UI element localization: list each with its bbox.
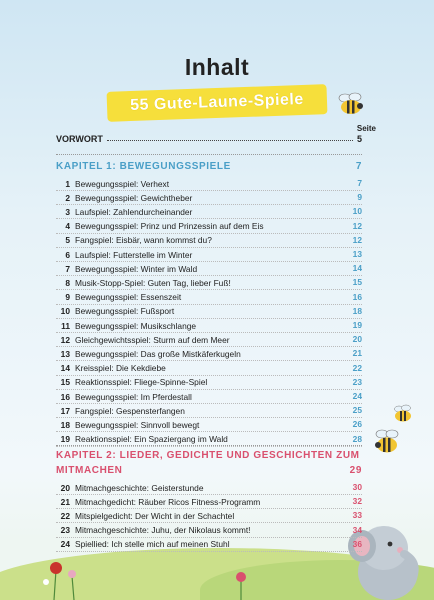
- entry-title: Bewegungsspiel: Essenszeit: [75, 292, 182, 303]
- toc-vorwort[interactable]: [56, 134, 362, 144]
- entry-page: 28: [352, 433, 362, 444]
- entry-page: 21: [352, 348, 362, 359]
- toc-entry[interactable]: [56, 247, 362, 262]
- entry-page: 7: [357, 178, 362, 188]
- toc-entry[interactable]: [56, 176, 362, 191]
- vorwort-page: 5: [356, 134, 362, 144]
- entry-page: 20: [352, 334, 362, 345]
- bee-icon: [372, 428, 402, 456]
- entry-number: 5: [65, 235, 70, 246]
- toc-entry[interactable]: [56, 403, 362, 418]
- divider: [56, 154, 362, 155]
- toc-entry[interactable]: [56, 389, 362, 404]
- entry-number: 4: [65, 221, 70, 232]
- entry-title: Bewegungsspiel: Verhext: [75, 178, 170, 189]
- entry-title: Kreisspiel: Die Kekdiebe: [75, 363, 166, 374]
- entry-title: Mitmachgeschichte: Juhu, der Nikolaus kommt!: [75, 525, 251, 536]
- divider: [56, 445, 362, 446]
- toc-entry[interactable]: [56, 204, 362, 219]
- chapter-2-heading[interactable]: [56, 450, 362, 461]
- entry-title: Bewegungsspiel: Im Pferdestall: [75, 391, 192, 402]
- chapter-2-page: 29: [349, 465, 362, 476]
- entry-title: Gleichgewichtsspiel: Sturm auf dem Meer: [75, 334, 230, 345]
- entry-title: Spiellied: Ich stelle mich auf meinen Stuhl: [75, 539, 230, 550]
- entry-title: Bewegungsspiel: Prinz und Prinzessin auf dem Eis: [75, 221, 264, 232]
- entry-number: 3: [65, 206, 70, 217]
- entry-page: 22: [352, 362, 362, 373]
- entry-number: 9: [65, 292, 70, 303]
- entry-title: Fangspiel: Gespensterfangen: [75, 405, 185, 416]
- entry-title: Fangspiel: Eisbär, wann kommst du?: [75, 235, 212, 246]
- entry-page: 23: [352, 376, 362, 387]
- entry-page: 9: [357, 192, 362, 203]
- toc-entry[interactable]: [56, 494, 362, 509]
- bee-icon: [392, 404, 414, 424]
- toc-entry[interactable]: [56, 332, 362, 347]
- toc-entry[interactable]: [56, 375, 362, 390]
- entry-page: 26: [352, 419, 362, 430]
- entry-page: 25: [352, 405, 362, 416]
- entry-number: 21: [60, 496, 70, 507]
- toc-entry[interactable]: [56, 480, 362, 495]
- entry-title: Bewegungsspiel: Das große Mistkäferkugeln: [75, 348, 241, 359]
- entry-number: 15: [60, 377, 70, 388]
- entry-page: 14: [352, 263, 362, 274]
- flower-illustration: [34, 556, 94, 600]
- entry-page: 15: [352, 277, 362, 288]
- entry-page: 19: [352, 320, 362, 330]
- toc-entry[interactable]: [56, 318, 362, 333]
- entry-divider: [56, 551, 362, 552]
- toc-entry[interactable]: [56, 304, 362, 319]
- subtitle-ribbon: [107, 84, 328, 122]
- page-title: Inhalt: [184, 54, 250, 80]
- entry-number: 24: [60, 539, 70, 550]
- entry-title: Mitmachgeschichte: Geisterstunde: [75, 482, 204, 493]
- entry-number: 13: [60, 348, 70, 359]
- entry-title: Laufspiel: Zahlendurcheinander: [75, 206, 193, 217]
- entry-title: Reaktionsspiel: Fliege-Spinne-Spiel: [75, 377, 208, 388]
- entry-title: Bewegungsspiel: Sinnvoll bewegt: [75, 419, 200, 430]
- entry-number: 2: [65, 192, 70, 203]
- entry-page: 32: [352, 496, 362, 507]
- entry-page: 24: [352, 391, 362, 401]
- toc-entry[interactable]: [56, 190, 362, 205]
- entry-number: 14: [60, 363, 70, 374]
- entry-title: Bewegungsspiel: Winter im Wald: [75, 263, 198, 274]
- toc-entry[interactable]: [56, 261, 362, 276]
- chapter-1-heading[interactable]: [56, 161, 362, 172]
- entry-number: 23: [60, 525, 70, 536]
- entry-page: 34: [352, 524, 362, 535]
- entry-number: 10: [60, 306, 70, 317]
- entry-title: Bewegungsspiel: Fußsport: [75, 306, 175, 317]
- toc-entry[interactable]: [56, 290, 362, 305]
- chapter-2-title-line2: MITMACHEN: [56, 465, 123, 476]
- toc-entry[interactable]: [56, 417, 362, 432]
- toc-entry[interactable]: [56, 537, 362, 552]
- entry-title: Mitspielgedicht: Der Wicht in der Schachtel: [75, 510, 235, 521]
- toc-entry[interactable]: [56, 523, 362, 538]
- entry-number: 18: [60, 419, 70, 430]
- toc-entry[interactable]: [56, 275, 362, 290]
- vorwort-label: VORWORT: [56, 134, 103, 144]
- entry-title: Mitmachgedicht: Räuber Ricos Fitness-Programm: [75, 496, 261, 507]
- entry-title: Bewegungsspiel: Musikschlange: [75, 320, 197, 331]
- entry-number: 11: [61, 320, 70, 331]
- subtitle: 55 Gute-Laune-Spiele: [129, 90, 305, 115]
- entry-page: 36: [352, 538, 362, 549]
- toc-entry[interactable]: [56, 361, 362, 376]
- entry-page: 12: [352, 234, 362, 245]
- entry-number: 7: [65, 263, 70, 274]
- entry-page: 33: [352, 510, 362, 521]
- entry-number: 22: [60, 510, 70, 521]
- chapter-1-title: KAPITEL 1: BEWEGUNGSSPIELE: [56, 161, 231, 172]
- entry-page: 12: [352, 220, 362, 231]
- entry-title: Musik-Stopp-Spiel: Guten Tag, lieber Fuß!: [75, 277, 231, 288]
- entry-number: 20: [60, 482, 70, 493]
- bee-icon: [336, 92, 366, 118]
- toc-entry[interactable]: [56, 508, 362, 523]
- entry-number: 6: [65, 249, 70, 260]
- entry-title: Bewegungsspiel: Gewichtheber: [75, 192, 193, 203]
- entry-page: 30: [352, 482, 362, 492]
- entry-number: 8: [65, 277, 70, 288]
- toc-entry[interactable]: [56, 219, 362, 234]
- entry-number: 19: [60, 434, 70, 445]
- page-column-label: Seite: [356, 124, 376, 133]
- entry-page: 18: [352, 305, 362, 316]
- chapter-2-heading-line2: [56, 465, 362, 476]
- entry-number: 1: [65, 178, 70, 189]
- leader-dots: [107, 134, 353, 141]
- entry-page: 13: [352, 249, 362, 259]
- entry-number: 12: [60, 334, 70, 345]
- entry-title: Laufspiel: Futterstelle im Winter: [75, 249, 193, 260]
- chapter-1-page: 7: [355, 161, 362, 172]
- entry-number: 16: [60, 391, 70, 402]
- entry-title: Reaktionsspiel: Ein Spaziergang im Wald: [75, 434, 228, 445]
- entry-page: 16: [352, 291, 362, 302]
- chapter-2-title-line1: KAPITEL 2: LIEDER, GEDICHTE UND GESCHICHTEN ZUM: [56, 450, 360, 461]
- flower-illustration: [226, 570, 256, 600]
- entry-number: 17: [60, 405, 70, 416]
- entry-page: 10: [352, 206, 362, 217]
- toc-entry[interactable]: [56, 346, 362, 361]
- toc-entry[interactable]: [56, 233, 362, 248]
